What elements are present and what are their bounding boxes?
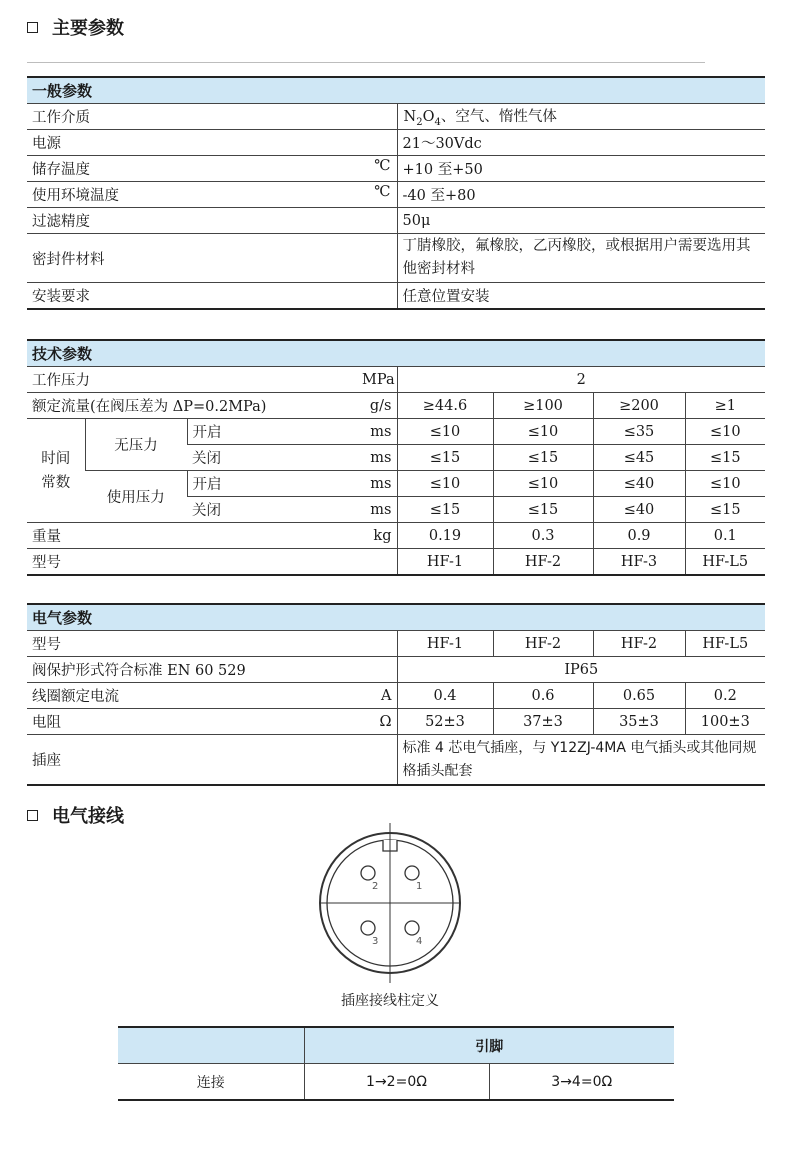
table-row [27,104,765,130]
cell-value: 0.1 [685,523,765,549]
row-unit: MPa [357,367,397,393]
cell-value: ≤10 [397,471,493,497]
row-unit: ms [357,471,397,497]
cell-value: 0.3 [493,523,593,549]
section-title-wiring [27,802,124,828]
row-unit: ms [357,419,397,445]
pin-label: 4 [416,936,423,947]
diagram-caption: 插座接线柱定义 [341,993,439,1009]
cell-value: HF-1 [397,631,493,657]
table-row [27,471,765,497]
pin-header: 引脚 [304,1027,674,1064]
row-label: 密封件材料 [27,234,397,283]
row-label: 重量 [27,523,357,549]
row-label: 工作介质 [27,104,397,130]
row-unit: ℃ [374,158,391,174]
pin-label: 3 [372,936,379,947]
cell-value: 37±3 [493,709,593,735]
table-row [27,549,765,576]
general-params-table [27,76,765,310]
row-label: 型号 [27,631,397,657]
cell-value: HF-3 [593,549,685,576]
row-unit: A [357,683,397,709]
cell-value: ≤10 [397,419,493,445]
table-header-row [27,604,765,631]
row-label: 阀保护形式符合标准 EN 60 529 [27,657,397,683]
cell-value: 0.19 [397,523,493,549]
cell-value: ≥1 [685,393,765,419]
section-title-main-params [27,14,124,40]
row-value: IP65 [397,657,765,683]
row-value: 任意位置安装 [397,283,765,310]
table-header-row [27,340,765,367]
cell-value: ≤10 [685,419,765,445]
cell-value: HF-1 [397,549,493,576]
checkbox-square-icon [27,22,38,33]
table-row [118,1064,674,1101]
table-row [27,283,765,310]
cell-value: ≤10 [493,471,593,497]
cell-value: ≤15 [685,445,765,471]
row-label: 连接 [118,1064,304,1101]
cell-value: 1→2=0Ω [304,1064,489,1101]
table-row [27,182,765,208]
group-label: 使用压力 [85,471,187,523]
group-label: 无压力 [85,419,187,471]
connector-pin-diagram [310,815,470,985]
checkbox-square-icon [27,810,38,821]
cell-value: HF-L5 [685,631,765,657]
table-row [27,234,765,283]
pin-label: 1 [416,881,423,892]
row-unit: g/s [357,393,397,419]
table-row [27,130,765,156]
technical-params-header: 技术参数 [27,340,765,367]
row-unit: ms [357,445,397,471]
cell-value: ≤10 [493,419,593,445]
pin-4-hole [405,921,419,935]
row-value: 50μ [397,208,765,234]
cell-value: ≤35 [593,419,685,445]
row-label: 储存温度 ℃ [27,156,397,182]
cell-value: ≥200 [593,393,685,419]
electrical-params-table [27,603,765,786]
row-unit: Ω [357,709,397,735]
table-row [27,709,765,735]
row-label: 线圈额定电流 [27,683,357,709]
cell-value: ≤15 [397,445,493,471]
row-unit: kg [357,523,397,549]
cell-value: 0.9 [593,523,685,549]
cell-value: ≥100 [493,393,593,419]
action-label: 开启 [187,471,357,497]
cell-value: ≤40 [593,471,685,497]
row-value: 21～30Vdc [397,130,765,156]
pin-connection-table [118,1026,674,1101]
cell-value: 0.6 [493,683,593,709]
table-row [27,683,765,709]
pin-2-hole [361,866,375,880]
table-row [27,208,765,234]
section-title-text: 主要参数 [52,18,124,39]
table-row [27,631,765,657]
pin-label: 2 [372,881,379,892]
row-label: 工作压力 [27,367,357,393]
row-value: 标准 4 芯电气插座，与 Y12ZJ-4MA 电气插头或其他同规格插头配套 [397,735,765,786]
table-row [27,419,765,445]
time-constant-label: 时间 常数 [27,419,85,523]
general-params-header: 一般参数 [27,77,765,104]
row-label: 使用环境温度 ℃ [27,182,397,208]
cell-value: 0.4 [397,683,493,709]
table-row [27,393,765,419]
pin-1-hole [405,866,419,880]
cell-value: ≤10 [685,471,765,497]
row-label: 型号 [27,549,397,576]
row-unit: ℃ [374,184,391,200]
cell-value: 35±3 [593,709,685,735]
row-value: 2 [397,367,765,393]
row-label: 电源 [27,130,397,156]
technical-params-table [27,339,765,576]
cell-value: ≤15 [685,497,765,523]
row-label: 电阻 [27,709,357,735]
header-blank-cell [118,1027,304,1064]
row-label: 额定流量(在阀压差为 ΔP=0.2MPa) [27,393,357,419]
cell-value: 0.2 [685,683,765,709]
cell-value: ≤15 [397,497,493,523]
cell-value: ≤15 [493,445,593,471]
table-row [27,523,765,549]
pin-3-hole [361,921,375,935]
cell-value: ≥44.6 [397,393,493,419]
cell-value: HF-2 [493,549,593,576]
cell-value: HF-2 [493,631,593,657]
row-value: -40 至+80 [397,182,765,208]
cell-value: HF-2 [593,631,685,657]
row-value: 丁腈橡胶，氟橡胶，乙丙橡胶，或根据用户需要选用其他密封材料 [397,234,765,283]
cell-value: 52±3 [397,709,493,735]
cell-value: ≤15 [493,497,593,523]
row-label: 安装要求 [27,283,397,310]
cell-value: 100±3 [685,709,765,735]
row-unit: ms [357,497,397,523]
table-header-row [27,77,765,104]
cell-value: HF-L5 [685,549,765,576]
row-label: 插座 [27,735,397,786]
row-label: 过滤精度 [27,208,397,234]
cell-value: ≤45 [593,445,685,471]
divider [27,62,705,63]
section-title-text: 电气接线 [52,806,124,827]
row-value: $N_2O_4$、空气、惰性气体 [397,104,765,130]
cell-value: 0.65 [593,683,685,709]
cell-value: 3→4=0Ω [489,1064,674,1101]
row-value: +10 至+50 [397,156,765,182]
table-row [27,735,765,786]
action-label: 关闭 [187,445,357,471]
table-row [27,156,765,182]
table-header-row [118,1027,674,1064]
cell-value: ≤40 [593,497,685,523]
table-row [27,367,765,393]
electrical-params-header: 电气参数 [27,604,765,631]
action-label: 开启 [187,419,357,445]
table-row [27,657,765,683]
action-label: 关闭 [187,497,357,523]
